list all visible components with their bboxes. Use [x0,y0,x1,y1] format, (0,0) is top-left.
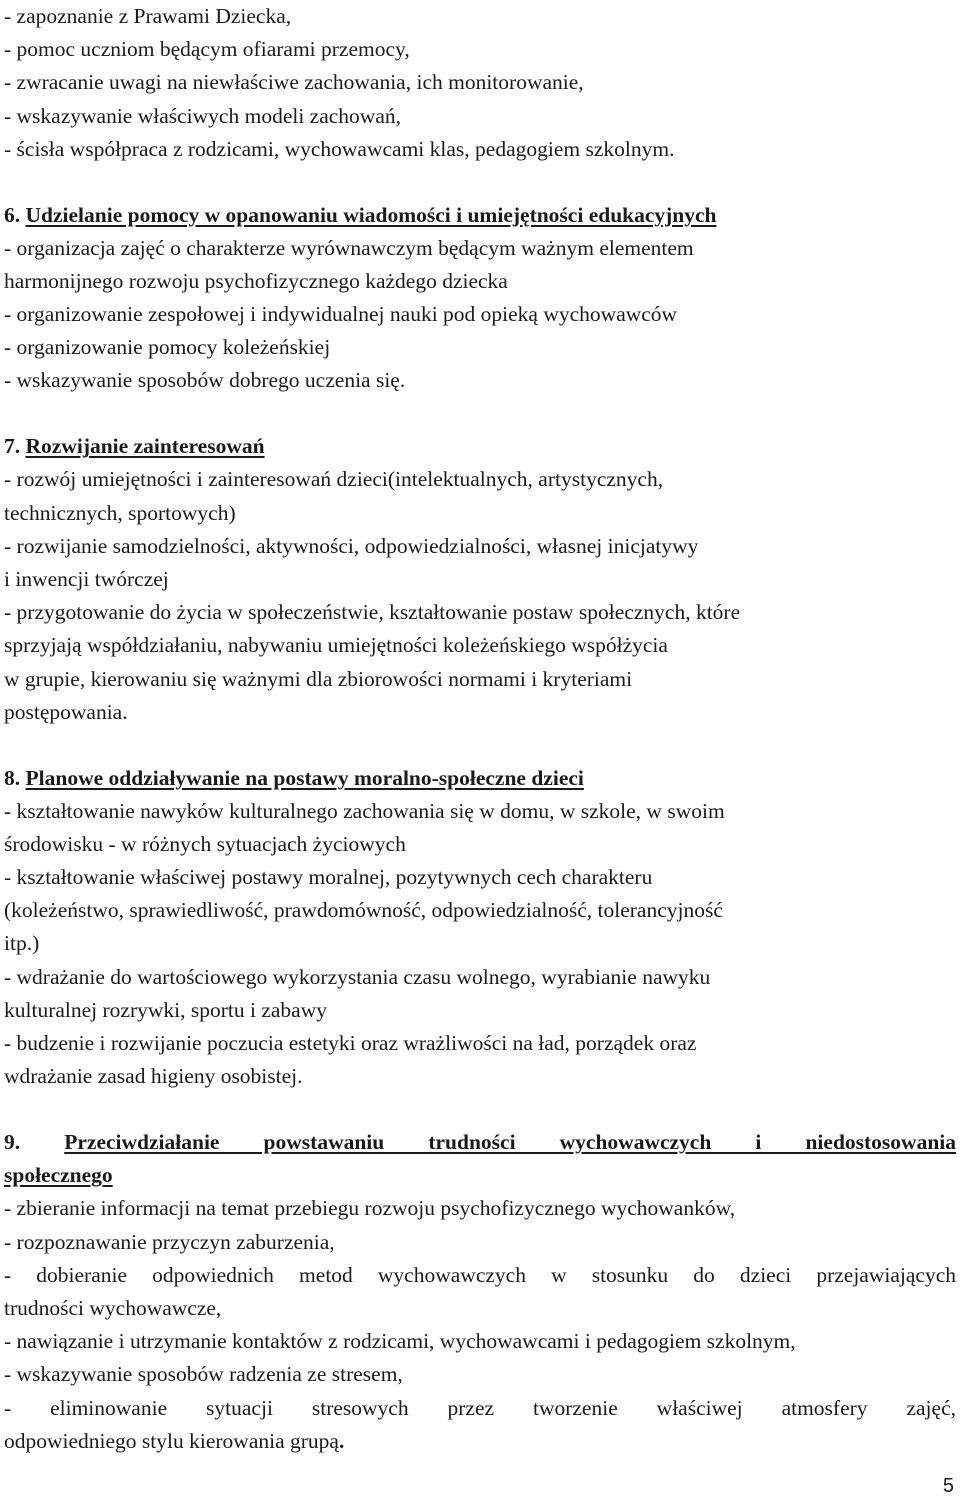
list-item: i inwencji twórczej [4,567,169,591]
list-item: - organizacja zajęć o charakterze wyrównawczym będącym ważnym elementem [4,235,694,260]
list-item: - rozwijanie samodzielności, aktywności, odpowiedzialności, własnej inicjatywy [4,533,699,558]
section-title: Planowe oddziaływanie na postawy moralno-społeczne dzieci [25,765,584,790]
list-item: w grupie, kierowaniu się ważnymi dla zbiorowości normami i kryteriami [4,666,633,691]
list-item: - wdrażanie do wartościowego wykorzystania czasu wolnego, wyrabianie nawyku [4,964,711,989]
list-item: - wskazywanie sposobów radzenia ze stresem, [4,1362,403,1387]
list-item: - kształtowanie właściwej postawy moralnej, pozytywnych cech charakteru [4,865,653,890]
list-item: - nawiązanie i utrzymanie kontaktów z rodzicami, wychowawcami i pedagogiem szkolnym, [4,1329,796,1354]
section-9 [4,1126,956,1458]
list-item: postępowania. [4,699,128,724]
list-item: trudności wychowawcze, [4,1295,222,1320]
list-item: środowisku - w różnych sytuacjach życiowych [4,831,406,856]
section-spacer [4,729,956,762]
final-period: . [338,1428,345,1453]
intro-list [4,0,956,166]
list-item: - zbieranie informacji na temat przebiegu rozwoju psychofizycznego wychowanków, [4,1196,736,1221]
section-number: 9. [4,1130,21,1154]
section-heading [4,1126,956,1159]
section-7 [4,430,956,729]
list-item: - pomoc uczniom będącym ofiarami przemocy, [4,37,410,62]
list-item: - organizowanie pomocy koleżeńskiej [4,335,331,360]
list-item: kulturalnej rozrywki, sportu i zabawy [4,997,328,1022]
list-item: - organizowanie zespołowej i indywidualnej nauki pod opieką wychowawców [4,302,678,327]
section-spacer [4,166,956,199]
list-item: itp.) [4,931,40,956]
section-heading [4,762,956,795]
list-item: - dobieranie odpowiednich metod wychowawczych w stosunku do dzieci przejawiających [4,1262,956,1287]
list-item-last [4,1425,956,1458]
list-item: - zapoznanie z Prawami Dziecka, [4,4,292,28]
list-item: - ścisła współpraca z rodzicami, wychowawcami klas, pedagogiem szkolnym. [4,136,675,161]
list-item: - wskazywanie właściwych modeli zachowań, [4,103,402,128]
section-title: Rozwijanie zainteresowań [25,434,265,459]
section-heading [4,430,956,463]
list-item: - kształtowanie nawyków kulturalnego zachowania się w domu, w szkole, w swoim [4,798,725,823]
section-title-continued: społecznego [4,1163,113,1188]
section-heading-continued [4,1159,956,1192]
list-item: harmonijnego rozwoju psychofizycznego każdego dziecka [4,268,508,293]
section-6 [4,199,956,398]
list-item: technicznych, sportowych) [4,500,236,525]
list-item: wdrażanie zasad higieny osobistej. [4,1064,303,1089]
list-item: sprzyjają współdziałaniu, nabywaniu umiejętności koleżeńskiego współżycia [4,633,668,658]
list-item: - rozpoznawanie przyczyn zaburzenia, [4,1229,335,1254]
list-item: - eliminowanie sytuacji stresowych przez tworzenie właściwej atmosfery zajęć, [4,1395,956,1420]
list-item: - rozwój umiejętności i zainteresowań dzieci(intelektualnych, artystycznych, [4,467,664,492]
list-item: - wskazywanie sposobów dobrego uczenia się. [4,368,406,393]
list-item: - zwracanie uwagi na niewłaściwe zachowania, ich monitorowanie, [4,70,584,95]
list-item: - przygotowanie do życia w społeczeństwie, kształtowanie postaw społecznych, które [4,600,741,625]
section-number: 8. [4,765,21,790]
page-number: 5 [942,1475,954,1497]
list-item: (koleżeństwo, sprawiedliwość, prawdomówność, odpowiedzialność, tolerancyjność [4,898,723,923]
section-heading [4,199,956,232]
section-title: Przeciwdziałanie powstawaniu trudności wychowawczych i niedostosowania [64,1130,956,1154]
list-item: - budzenie i rozwijanie poczucia estetyki oraz wrażliwości na ład, porządek oraz [4,1031,697,1056]
document-page [4,0,956,1458]
section-title: Udzielanie pomocy w opanowaniu wiadomości i umiejętności edukacyjnych [25,202,717,227]
section-number: 7. [4,434,21,459]
section-spacer [4,1093,956,1126]
section-spacer [4,398,956,431]
section-number: 6. [4,202,21,227]
section-8 [4,762,956,1094]
list-item-text: odpowiedniego stylu kierowania grupą [4,1428,339,1453]
